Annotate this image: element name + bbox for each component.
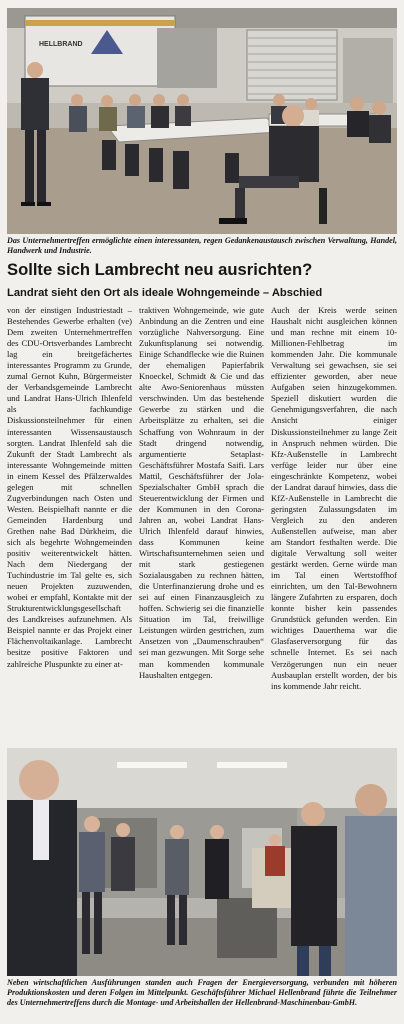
article-column-2 [139,305,264,681]
photo-factory-tour [7,748,397,976]
column-text: Auch der Kreis werde seinen Haushalt nicht ausgleichen können und man rechne mit einem 10-Millionen-Fehlbetrag im kommenden Jahr. Die kommunale Verwaltung sei gewachsen, sie sei effizienter geworden, aber neue Aufgaben seien hinzugekommen. Speziell diskutiert wurden die Genehmigungsverfahren, die nach Ansicht einiger Diskussionsteilnehmer zu lange Zeit in Anspruch nehmen würden. Die Kfz-Außenstelle in Lambrecht verfüge leider nur über eine eingeschränkte Kompetenz, wobei der Landrat darauf hinwies, dass die KfZ-Außenstelle in Lambrecht die geringsten Zulassungsdaten im Vergleich zu den anderen Außenstellen aufweise, man aber am Standort festhalten werde. Die digitale Verwaltung soll weiter gestärkt werden. Gerne würde man im Tal einen Wertstoffhof einrichten, um den Tal-Bewohnern längere Zufahrten zu ersparen, doch konnte bisher kein passendes Grundstück gefunden werden. Ein wichtiges Dauerthema war die Glasfaserversorgung für das schnelle Internet. Es sei nach Verzögerungen nun ein neuer Ausbauplan erstellt worden, der bis ins kommende Jahr reicht. [271,305,397,691]
article-headline: Sollte sich Lambrecht neu ausrichten? [7,260,313,279]
article-column-1 [7,305,132,670]
column-text: traktiven Wohngemeinde, wie gute Anbindung an die Zentren und eine vorzügliche Nahversorgung. Eine Zukunftsplanung sei notwendig. Einige Schandflecke wie die Ruinen der ehemaligen Papierfabrik Knoeckel, Schmidt & Cie und das alte Awo-Seniorenhaus müssten verschwinden. Um das bestehende Gewerbe zu stärken und die Arbeitsplätze zu erhalten, sei die Schaffung von Wohnraum in der Stadt dringend notwendig, argumentierte Setaplast-Geschäftsführer Mostafa Saifi. Lars Mattil, Geschäftsführer der Jola-Spezialschalter GmbH sprach die Steuerentwicklung der Firmen und der Kommunen in den Corona-Jahren an, wobei Landrat Hans-Ulrich Ihlenfeld darauf hinwies, dass Kommunen keine Wirtschaftsunternehmen seien und mit stark gestiegenen Sozialausgaben zu rechnen hätten, die Unterfinanzierung drohe und es sei auf einen Finanzausgleich zu hoffen. Schwierig sei die finanzielle Situation im Tal, freiwillige Leistungen würden gestrichen, zum Ansetzen von „Daumenschrauben“ sei man gezwungen. Mit Sorge sehe man kommenden kommunale Haushalten entgegen. [139,305,264,680]
photo-caption-bottom: Neben wirtschaftlichen Ausführungen standen auch Fragen der Energieversorgung, verbunden mit höheren Produktionskosten und deren Folgen im Mittelpunkt. Geschäftsführer Michael Hellenbrand führte die Teilnehmer des Unternehmertreffens durch die Montage- und Arbeitshallen der Hellenbrand-Maschinenbau-GmbH. [7,978,397,1007]
column-text: von der einstigen Industriestadt – Bestehendes Gewerbe erhalten (ve) Dem zweiten Unternehmertreffen des CDU-Ortsverbandes Lambrecht lag ein breitgefächertes interessantes Programm zu Grunde, zumal Gernot Kuhn, Bürgermeister der Verbandsgemeinde Lambrecht und Landrat Hans-Ulrich Ihlenfeld als fachkundige Diskussionsteilnehmer für einen interessanten Wissensaustausch sorgten. Landrat Ihlenfeld sah die Zukunft der Stadt Lambrecht als interessante Wohngemeinde mitten in einem Kessel des Pfälzerwaldes gelegen mit schnellen Zugverbindungen nach Osten und Westen. Beispielhaft nannte er die Gemeinden Hardenburg und Grethen nahe Bad Dürkheim, die sich als begehrte Wohngemeinden positiv weiterentwickelt hätten. Nach dem Niedergang der Tuchindustrie im Tal gelte es, sich neuen Projekten zuzuwenden, wobei er empfahl, Kontakte mit der Strukturentwicklungsgesellschaft des Landkreises aufzunehmen. Als Beispiel nannte er das Projekt einer Flächenvoltaikanlage. Lambrecht besitze positive Faktoren und zahlreiche Pluspunkte zu einer at- [7,305,132,669]
article-subheadline: Landrat sieht den Ort als ideale Wohngemeinde – Abschied [7,287,323,299]
article-column-3 [271,305,397,692]
photo-caption-top: Das Unternehmertreffen ermöglichte einen interessanten, regen Gedankenaustausch zwischen Verwaltung, Handel, Handwerk und Industrie. [7,236,397,255]
machine-logo-text: HELLBRAND [39,41,83,48]
photo-meeting-hall [7,8,397,234]
